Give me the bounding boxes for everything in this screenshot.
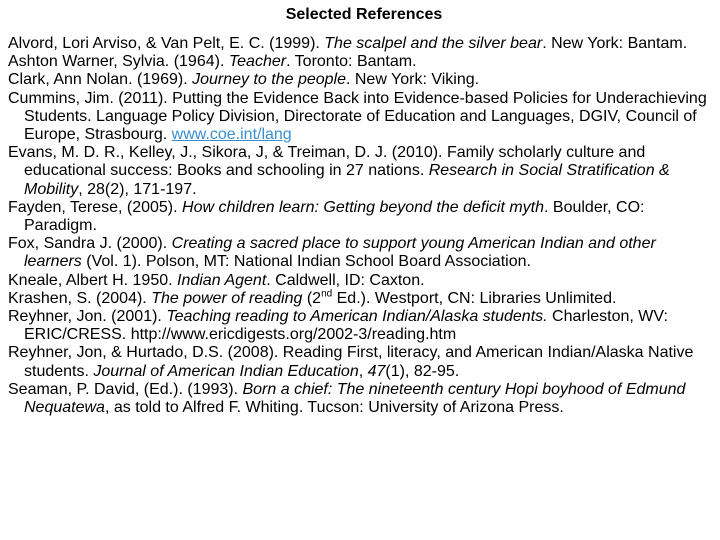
- reference-item-reyhner-2008: [8, 344, 712, 380]
- reference-list: [8, 35, 712, 417]
- reference-title: Born a chief: The nineteenth century Hopi boyhood of Edmund Nequatewa: [24, 380, 686, 417]
- reference-item-cummins: [8, 90, 712, 145]
- reference-item-clark: [8, 71, 712, 89]
- reference-link[interactable]: www.coe.int/lang: [171, 126, 292, 144]
- reference-author: Seaman, P. David, (Ed.). (1993).: [8, 380, 243, 398]
- reference-publisher: Charleston, WV: ERIC/CRESS. http://www.ericdigests.org/2002-3/reading.htm: [24, 308, 668, 344]
- reference-publisher: . Boulder, CO: Paradigm.: [24, 198, 645, 235]
- reference-title: How children learn: Getting beyond the deficit myth: [182, 198, 544, 216]
- reference-item-alvord: [8, 35, 712, 53]
- reference-publisher: . Caldwell, ID: Caxton.: [266, 271, 425, 289]
- reference-pages: (1), 82-95.: [385, 362, 460, 380]
- reference-item-fayden: [8, 199, 712, 235]
- reference-author: Clark, Ann Nolan. (1969).: [8, 71, 193, 89]
- reference-item-krashen: [8, 290, 712, 308]
- reference-author: Kneale, Albert H. 1950.: [8, 271, 177, 289]
- reference-author: Fox, Sandra J. (2000).: [8, 235, 172, 253]
- reference-item-reyhner-2001: [8, 308, 712, 344]
- reference-title: The scalpel and the silver bear: [324, 35, 543, 52]
- reference-title: The power of reading: [151, 289, 303, 307]
- reference-journal: Research in Social Stratification & Mobility: [24, 162, 670, 198]
- reference-title: Indian Agent: [177, 271, 267, 289]
- reference-item-kneale: [8, 272, 712, 290]
- reference-publisher: (Vol. 1). Polson, MT: National Indian School Board Association.: [81, 253, 531, 271]
- reference-author: Ashton Warner, Sylvia. (1964).: [8, 53, 229, 71]
- reference-title: Journey to the people: [192, 71, 346, 89]
- reference-author: Reyhner, Jon, & Hurtado, D.S. (2008). Reading First, literacy, and American Indian/Alaska Native students.: [8, 344, 694, 380]
- page-title: Selected References: [285, 6, 443, 23]
- reference-volume-number: 47: [367, 362, 386, 380]
- reference-author: Alvord, Lori Arviso, & Van Pelt, E. C. (1999).: [8, 35, 325, 52]
- reference-separator: ,: [358, 362, 368, 380]
- reference-journal: Journal of American Indian Education: [93, 362, 359, 380]
- reference-item-evans: [8, 144, 712, 199]
- reference-item-ashton-warner: [8, 53, 712, 71]
- reference-publisher: . New York: Viking.: [345, 71, 480, 89]
- reference-author: Evans, M. D. R., Kelley, J., Sikora, J, & Treiman, D. J. (2010). Family scholarly culture and educational success: Books and schooling in 27 nations.: [8, 144, 646, 180]
- reference-volume: , 28(2), 171-197.: [78, 180, 197, 198]
- reference-edition-prefix: (2: [302, 289, 322, 307]
- reference-publisher: , as told to Alfred F. Whiting. Tucson: University of Arizona Press.: [104, 399, 564, 417]
- reference-publisher: Ed.). Westport, CN: Libraries Unlimited.: [332, 289, 617, 307]
- reference-edition-superscript: nd: [321, 288, 333, 300]
- reference-publisher: . Toronto: Bantam.: [286, 53, 417, 71]
- reference-item-seaman: [8, 381, 712, 417]
- reference-publisher: . New York: Bantam.: [542, 35, 688, 52]
- reference-item-fox: [8, 235, 712, 271]
- reference-author: Krashen, S. (2004).: [8, 289, 152, 307]
- reference-title: Creating a sacred place to support young American Indian and other learners: [24, 235, 656, 271]
- reference-title: Teacher: [228, 53, 287, 71]
- reference-author: Cummins, Jim. (2011). Putting the Evidence Back into Evidence-based Policies for Underachieving Students. Language Policy Division, Directorate of Education and Languages, DGIV, Council of Europe, Strasbourg.: [8, 89, 707, 144]
- reference-author: Fayden, Terese, (2005).: [8, 198, 183, 216]
- reference-title: Teaching reading to American Indian/Alaska students.: [166, 308, 548, 326]
- reference-author: Reyhner, Jon. (2001).: [8, 308, 167, 326]
